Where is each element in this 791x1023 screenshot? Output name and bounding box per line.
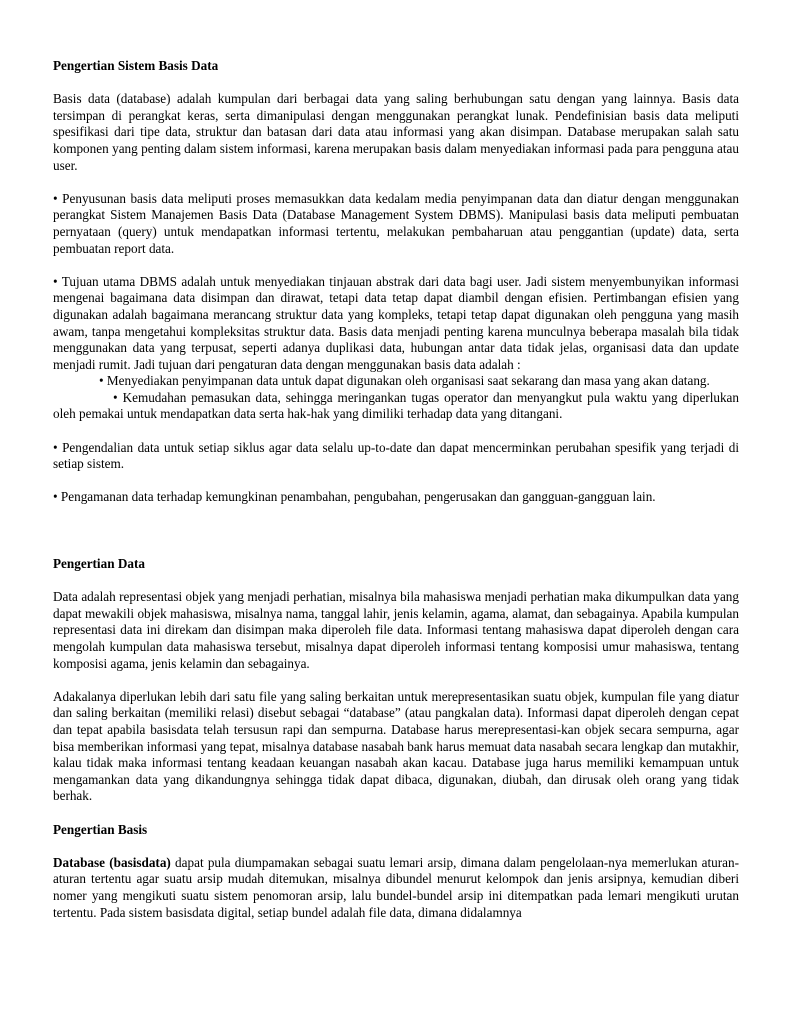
- bullet-tujuan-dbms: • Tujuan utama DBMS adalah untuk menyediakan tinjauan abstrak dari data bagi user. Jadi sistem menyembunyikan informasi mengenai bagaimana data disimpan dan dirawat, tetapi data tetap dapat diambil dengan efisien. Pertimbangan efisien yang digunakan adalah bagaimana merancang struktur data yang kompleks, tetapi tetap dapat digunakan oleh pengguna yang masih awam, tanpa mengetahui kompleksitas struktur data. Basis data menjadi penting karena munculnya beberapa masalah bila tidak menggunakan data yang terpusat, seperti adanya duplikasi data, hubungan antar data tidak jelas, organisasi data dan update menjadi rumit. Jadi tujuan dari pengaturan data dengan menggunakan basis data adalah :: [53, 273, 739, 372]
- bullet-penyusunan: • Penyusunan basis data meliputi proses memasukkan data kedalam media penyimpanan data dan diatur dengan menggunakan perangkat Sistem Manajemen Basis Data (Database Management System DBMS). Manipulasi basis data meliputi pembuatan pernyataan (query) untuk mendapatkan informasi tertentu, melakukan pembaharuan atau penggantian (update) data, serta pembuatan report data.: [53, 190, 739, 256]
- bullet-pengendalian: • Pengendalian data untuk setiap siklus agar data selalu up-to-date dan dapat mencerminkan perubahan spesifik yang terjadi di setiap sistem.: [53, 439, 739, 472]
- paragraph-intro: Basis data (database) adalah kumpulan dari berbagai data yang saling berhubungan satu dengan yang lainnya. Basis data tersimpan di perangkat keras, serta dimanipulasi dengan menggunakan perangkat lunak. Pendefinisian basis data meliputi spesifikasi dari tipe data, struktur dan batasan dari data atau informasi yang akan disimpan. Database merupakan salah satu komponen yang penting dalam sistem informasi, karena merupakan basis dalam menyediakan informasi pada para pengguna atau user.: [53, 91, 739, 173]
- bullet-pengamanan: • Pengamanan data terhadap kemungkinan penambahan, pengubahan, pengerusakan dan gangguan-gangguan lain.: [53, 489, 656, 505]
- section-title-sistem-basis-data: Pengertian Sistem Basis Data: [53, 58, 219, 73]
- section-title-data: Pengertian Data: [53, 556, 145, 572]
- paragraph-basis: [53, 855, 739, 921]
- bold-term-database: Database (basisdata): [53, 854, 171, 870]
- paragraph-data-2: Adakalanya diperlukan lebih dari satu file yang saling berkaitan untuk merepresentasikan suatu objek, kumpulan file yang diatur dan saling berkaitan (memiliki relasi) disebut sebagai “database” (atau pangkalan data). Informasi dapat diperoleh dengan cepat dan tepat apabila basisdata telah tersusun rapi dan sempurna. Database harus merepresentasi-kan objek secara sempurna, agar bisa memberikan informasi yang tepat, misalnya database nasabah bank harus memuat data nasabah secara lengkap dan mutakhir, kalau tidak maka informasi tentang keadaan keuangan nasabah akan kacau. Database juga harus memiliki kemampuan untuk mengamankan data yang dikandungnya sehingga tidak dapat dibaca, digunakan, diubah, dan dirusak oleh orang yang tidak berhak.: [53, 688, 739, 804]
- sub-bullet-penyimpanan: • Menyediakan penyimpanan data untuk dapat digunakan oleh organisasi saat sekarang dan masa yang akan datang.: [99, 373, 710, 389]
- paragraph-basis-text: dapat pula diumpamakan sebagai suatu lemari arsip, dimana dalam pengelolaan-nya memerlukan aturan-aturan tertentu agar suatu arsip mudah ditemukan, misalnya dibundel menurut kelompok dan jenis arsipnya, kemudian diberi nomer yang mengikuti suatu sistem penomoran arsip, lalu bundel-bundel arsip ini ditempatkan pada lemari mengikuti urutan tertentu. Pada sistem basisdata digital, setiap bundel adalah file data, dimana didalamnya: [53, 854, 739, 920]
- paragraph-data-1: Data adalah representasi objek yang menjadi perhatian, misalnya bila mahasiswa menjadi perhatian maka dikumpulkan data yang dapat mewakili objek mahasiswa, misalnya nama, tanggal lahir, jenis kelamin, agama, alamat, dan sebagainya. Apabila kumpulan representasi data ini direkam dan disimpan maka diperoleh file data. Informasi tentang mahasiswa dapat diperoleh dengan cara mengolah kumpulan data mahasiswa tersebut, misalnya dapat diperoleh informasi tentang komposisi umur mahasiswa, tentang komposisi agama, jenis kelamin dan sebagainya.: [53, 589, 739, 671]
- section-title-basis: Pengertian Basis: [53, 821, 148, 837]
- document-page: [53, 58, 739, 921]
- sub-bullet-kemudahan: • Kemudahan pemasukan data, sehingga meringankan tugas operator dan menyangkut pula waktu yang diperlukan oleh pemakai untuk mendapatkan data serta hak-hak yang dimiliki terhadap data yang ditangani.: [53, 389, 739, 422]
